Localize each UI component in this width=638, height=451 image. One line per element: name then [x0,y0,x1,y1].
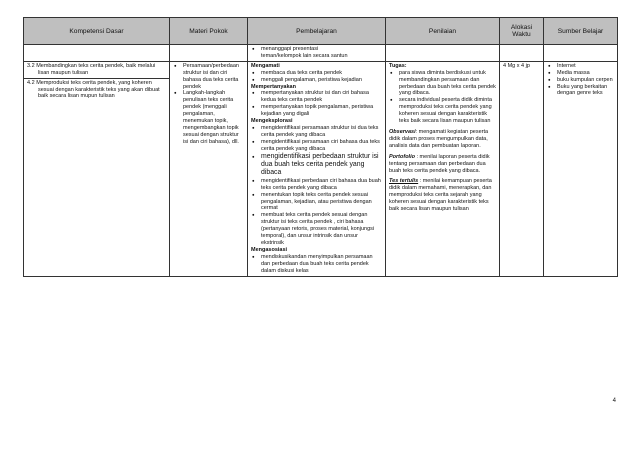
observasi-label: Observasi [389,128,416,135]
list-item: ● membuat teks cerita pendek sesuai dengan struktur isi teks cerita pendek , ciri bahasa (pertanyaan retoris, proses material, konjungsi temporal), dan unsur intrinsik dan unsur ekstrinsik [251,212,382,247]
cont-pembelajaran-cell [248,45,386,62]
list-item: ● mendiskusikandan menyimpulkan persamaan dan perbedaan dua buah teks cerita pendek dalam diskusi kelas [251,254,382,275]
list-item: ● mengidentifikasi perbedaan struktur isi dua buah teks cerita pendek yang dibaca [251,153,382,178]
list-item: ● Internet [547,63,614,70]
list-item: ● Buku yang berkaitan dengan genre teks [547,84,614,98]
continuation-row [24,45,618,62]
portofolio-label: Portofolio [389,153,415,160]
list-item: ● mengidentifikasi perbedaan ciri bahasa dua buah teks cerita pendek yang dibaca [251,178,382,192]
tugas-heading: Tugas: [389,62,407,69]
kd-number: 3.2 [27,62,35,69]
kd-item [24,78,169,101]
header-penilaian: Penilaian [386,18,500,45]
kd-text: Memproduksi teks cerita pendek, yang koheren sesuai dengan karakteristik teks yang akan dibuat baik secara lisan mupun tulisan [36,79,160,100]
eksplorasi-heading: Mengeksplorasi [251,118,293,125]
observasi-text: : mengamati kegiatan peserta didik dalam proses mengumpulkan data, analisis data dan pembuatan laporan. [389,128,489,149]
list-item: teman/kelompok lain secara santun [261,52,348,59]
materi-item: ● Langkah-langkah penulisan teks cerita pendek (menggali pengalaman, menemukan topik, mengembangkan topik sesuai dengan struktur isi dan ciri bahasa), dll. [173,90,244,145]
portofolio-paragraph [389,154,496,175]
cont-sumber-cell [544,45,618,62]
header-row [24,18,618,45]
portofolio-text: : menilai laporan peserta didik tentang persamaan dan perbedaan dua buah teks cerita pendek yang dibaca. [389,153,490,174]
list-item: ● menentukan topik teks cerita pendek sesuai pengalaman, kejadian, atau peristiwa dengan cermat [251,192,382,213]
tes-text: : menilai kemampuan peserta didik dalam memahami, menerapkan, dan memproduksi teks cerita sejarah yang koheren sesuai dengan karakteristik teks baik secara lisan maupun tulisan [389,178,492,213]
list-item: ● secara individual peserta didik diminta memproduksi teks cerita pendek yang koheren sesuai dengan karakteristik teks baik secara lisan maupun tulisan [389,97,496,125]
kd-number: 4.2 [27,79,35,86]
tes-paragraph [389,178,496,213]
cont-kd-cell [24,45,170,62]
cont-alokasi-cell [500,45,544,62]
penilaian-cell [386,61,500,276]
menanya-heading: Mempertanyakan [251,83,296,90]
kd-item [27,63,166,77]
header-materi-pokok: Materi Pokok [170,18,248,45]
list-item: ● menanggapi presentasi [251,46,382,53]
materi-cell [170,61,248,276]
materi-item: ● Persamaan/perbedaan struktur isi dan ciri bahasa dua teks cerita pendek [173,63,244,91]
list-item: ● Media massa [547,70,614,77]
list-item: ● mempertanyakan topik pengalaman, peristiwa kejadian yang digali [251,104,382,118]
cont-penilaian-cell [386,45,500,62]
header-sumber-belajar: Sumber Belajar [544,18,618,45]
list-item: ● mempertanyakan struktur isi dan ciri bahasa kedua teks cerita pendek [251,90,382,104]
list-item: ● buku kumpulan cerpen [547,77,614,84]
sumber-cell [544,61,618,276]
list-item: ● mengidentifikasi persamaan ciri bahasa dua teks cerita pendek yang dibaca [251,139,382,153]
mengamati-heading: Mengamati [251,62,280,69]
cont-materi-cell [170,45,248,62]
header-pembelajaran: Pembelajaran [248,18,386,45]
header-kompetensi-dasar: Kompetensi Dasar [24,18,170,45]
page-number: 4 [612,398,616,404]
kd-cell [24,61,170,276]
list-item: ● membaca dua teks cerita pendek [251,70,382,77]
syllabus-table [23,17,618,277]
list-item: ● para siswa diminta berdiskusi untuk membandingkan persamaan dan perbedaan dua buah teks cerita pendek yang dibaca. [389,70,496,98]
observasi-paragraph [389,129,496,150]
main-row [24,61,618,276]
pembelajaran-cell [248,61,386,276]
tes-label: Tes tertulis [389,178,419,185]
kd-text: Membandingkan teks cerita pendek, baik melalui lisan maupun tulisan [36,62,156,76]
alokasi-cell: 4 Mg x 4 jp [500,61,544,276]
list-item: ● mengidentifikasi persamaan struktur isi dua teks cerita pendek yang dibaca [251,125,382,139]
asosiasi-heading: Mengasosiasi [251,246,288,253]
header-alokasi-waktu: Alokasi Waktu [500,18,544,45]
list-item: ● menggali pengalaman, peristiwa kejadian [251,77,382,84]
